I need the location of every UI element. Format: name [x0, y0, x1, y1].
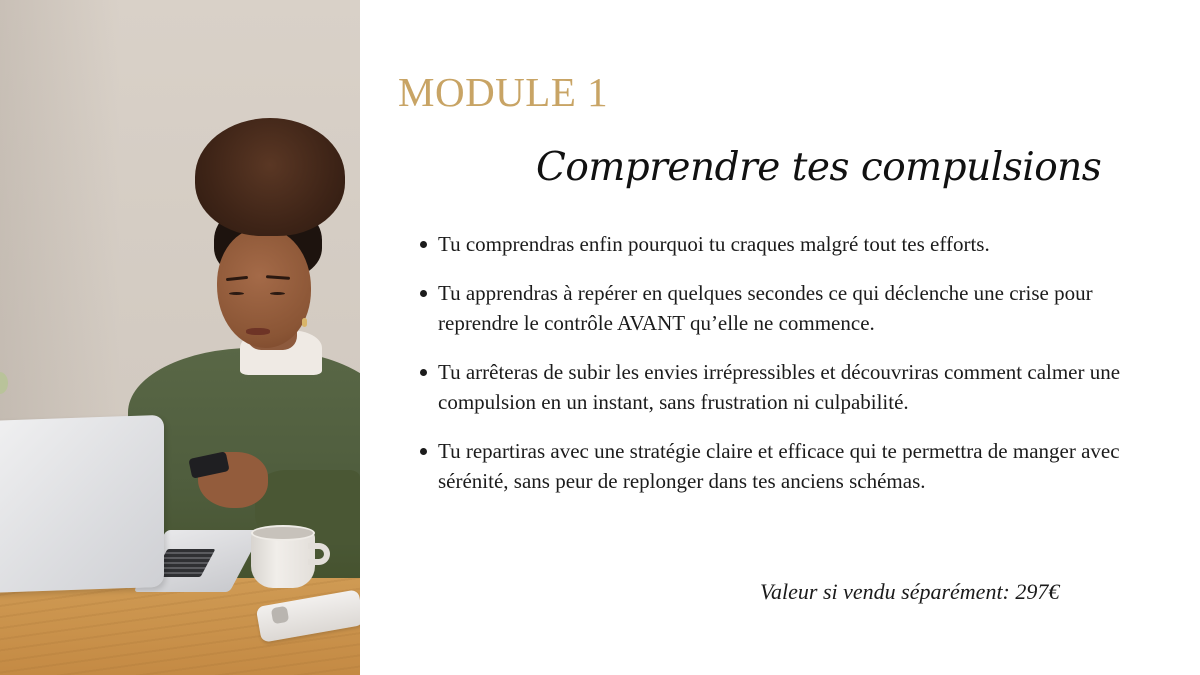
bullet-dot-icon	[420, 290, 427, 297]
laptop-lid	[0, 415, 164, 593]
benefit-item	[416, 436, 1156, 496]
earring	[302, 318, 307, 327]
hero-photo	[0, 0, 360, 675]
module-label: MODULE 1	[398, 69, 609, 115]
phone-camera	[271, 606, 290, 625]
benefit-text: Tu apprendras à repérer en quelques secondes ce qui déclenche une crise pour reprendre le contrôle AVANT qu’elle ne commence.	[438, 281, 1093, 335]
benefit-text: Tu arrêteras de subir les envies irrépressibles et découvriras comment calmer une compulsion en un instant, sans frustration ni culpabilité.	[438, 360, 1121, 414]
benefit-text: Tu repartiras avec une stratégie claire et efficace qui te permettra de manger avec sérénité, sans peur de replonger dans tes anciens schémas.	[438, 439, 1120, 493]
coffee-cup-rim	[251, 525, 315, 541]
benefit-list	[416, 229, 1156, 515]
benefit-item	[416, 229, 1156, 259]
right-eye	[270, 292, 285, 295]
benefit-item	[416, 278, 1156, 338]
bullet-dot-icon	[420, 448, 427, 455]
module-title: Comprendre tes compulsions	[536, 145, 1102, 190]
coffee-cup-handle	[308, 543, 330, 565]
price-value: Valeur si vendu séparément: 297€	[760, 579, 1060, 604]
benefit-item	[416, 357, 1156, 417]
bullet-dot-icon	[420, 369, 427, 376]
benefit-text: Tu comprendras enfin pourquoi tu craques malgré tout tes efforts.	[438, 232, 990, 256]
bullet-dot-icon	[420, 241, 427, 248]
curly-hair-bun	[195, 118, 345, 236]
left-eye	[229, 292, 244, 295]
lips	[246, 328, 270, 335]
